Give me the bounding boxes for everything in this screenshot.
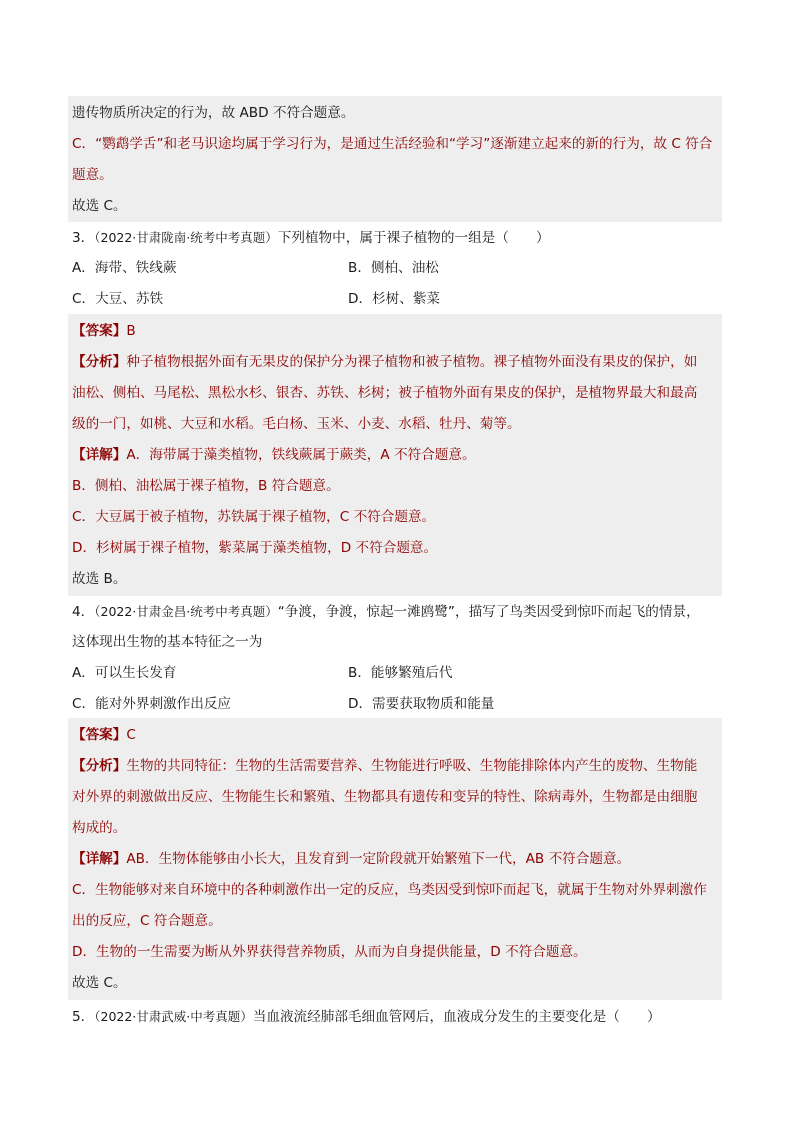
option-b: B．侧柏、油松 <box>348 260 439 276</box>
question-3-stem <box>72 222 722 253</box>
detail-line <box>72 440 722 471</box>
answer-tag: 【答案】 <box>72 727 127 743</box>
detail-text: AB．生物体能够由小长大，且发育到一定阶段就开始繁殖下一代，AB 不符合题意。 <box>126 851 631 867</box>
question-text: 下列植物中，属于裸子植物的一组是（ ） <box>277 230 550 246</box>
answer-line <box>72 720 722 751</box>
detail-line: D．生物的一生需要为断从外界获得营养物质，从而为自身提供能量，D 不符合题意。 <box>72 944 587 960</box>
option-a: A．可以生长发育 <box>72 665 177 681</box>
analysis-tag: 【分析】 <box>72 354 127 370</box>
question-number: 4． <box>72 604 95 620</box>
prev-solution-line: 题意。 <box>72 167 113 183</box>
analysis-line: 构成的。 <box>72 820 127 836</box>
option-d: D．杉树、紫菜 <box>348 291 441 307</box>
option-d: D．需要获取物质和能量 <box>348 696 495 712</box>
detail-line: B．侧柏、油松属于裸子植物，B 符合题意。 <box>72 478 340 494</box>
question-source: （2022·甘肃金昌·统考中考真题） <box>94 604 278 619</box>
detail-text: A．海带属于藻类植物，铁线蕨属于蕨类，A 不符合题意。 <box>126 447 476 463</box>
option-b: B．能够繁殖后代 <box>348 665 453 681</box>
question-number: 3． <box>72 230 95 246</box>
answer-tag: 【答案】 <box>72 323 127 339</box>
conclusion: 故选 B。 <box>72 571 127 587</box>
detail-line: C．生物能够对来自环境中的各种刺激作出一定的反应，鸟类因受到惊吓而起飞，就属于生物对外界刺激作 <box>72 882 707 898</box>
analysis-line: 级的一门，如桃、大豆和水稻。毛白杨、玉米、小麦、水稻、牡丹、菊等。 <box>72 416 521 432</box>
analysis-text: 种子植物根据外面有无果皮的保护分为裸子植物和被子植物。裸子植物外面没有果皮的保护，如 <box>126 354 698 370</box>
detail-tag: 【详解】 <box>72 851 127 867</box>
option-a: A．海带、铁线蕨 <box>72 260 177 276</box>
detail-tag: 【详解】 <box>72 447 127 463</box>
analysis-text: 生物的共同特征：生物的生活需要营养、生物能进行呼吸、生物能排除体内产生的废物、生物能 <box>126 758 698 774</box>
option-c: C．能对外界刺激作出反应 <box>72 696 232 712</box>
detail-line: D．杉树属于裸子植物，紫菜属于藻类植物，D 不符合题意。 <box>72 540 438 556</box>
option-c: C．大豆、苏铁 <box>72 291 164 307</box>
detail-line: 出的反应，C 符合题意。 <box>72 913 222 929</box>
conclusion: 故选 C。 <box>72 975 127 991</box>
analysis-line: 油松、侧柏、马尾松、黑松水杉、银杏、苏铁、杉树；被子植物外面有果皮的保护，是植物界最大和最高 <box>72 385 698 401</box>
prev-solution-line: 遗传物质所决定的行为，故 ABD 不符合题意。 <box>72 105 355 121</box>
question-text: “争渡，争渡，惊起一滩鸥鹭”，描写了鸟类因受到惊吓而起飞的情景， <box>277 604 700 620</box>
answer-value: B <box>126 323 136 339</box>
analysis-line <box>72 347 722 378</box>
analysis-line <box>72 751 722 782</box>
detail-line: C．大豆属于被子植物，苏铁属于裸子植物，C 不符合题意。 <box>72 509 436 525</box>
question-5-stem <box>72 1001 722 1032</box>
question-number: 5． <box>72 1009 95 1025</box>
answer-line <box>72 316 722 347</box>
question-source: （2022·甘肃武威·中考真题） <box>94 1009 253 1024</box>
detail-line <box>72 844 722 875</box>
question-source: （2022·甘肃陇南·统考中考真题） <box>94 230 278 245</box>
analysis-line: 对外界的刺激做出反应、生物能生长和繁殖、生物都具有遗传和变异的特性、除病毒外，生物都是由细胞 <box>72 789 698 805</box>
analysis-tag: 【分析】 <box>72 758 127 774</box>
prev-solution-line: C．“鹦鹉学舌”和老马识途均属于学习行为，是通过生活经验和“学习”逐渐建立起来的新的行为，故 C 符合 <box>72 136 713 152</box>
prev-conclusion: 故选 C。 <box>72 198 127 214</box>
answer-value: C <box>126 727 136 743</box>
question-4-stem <box>72 596 722 627</box>
question-text: 当血液流经肺部毛细血管网后，血液成分发生的主要变化是（ ） <box>252 1009 661 1025</box>
question-text: 这体现出生物的基本特征之一为 <box>72 634 263 650</box>
